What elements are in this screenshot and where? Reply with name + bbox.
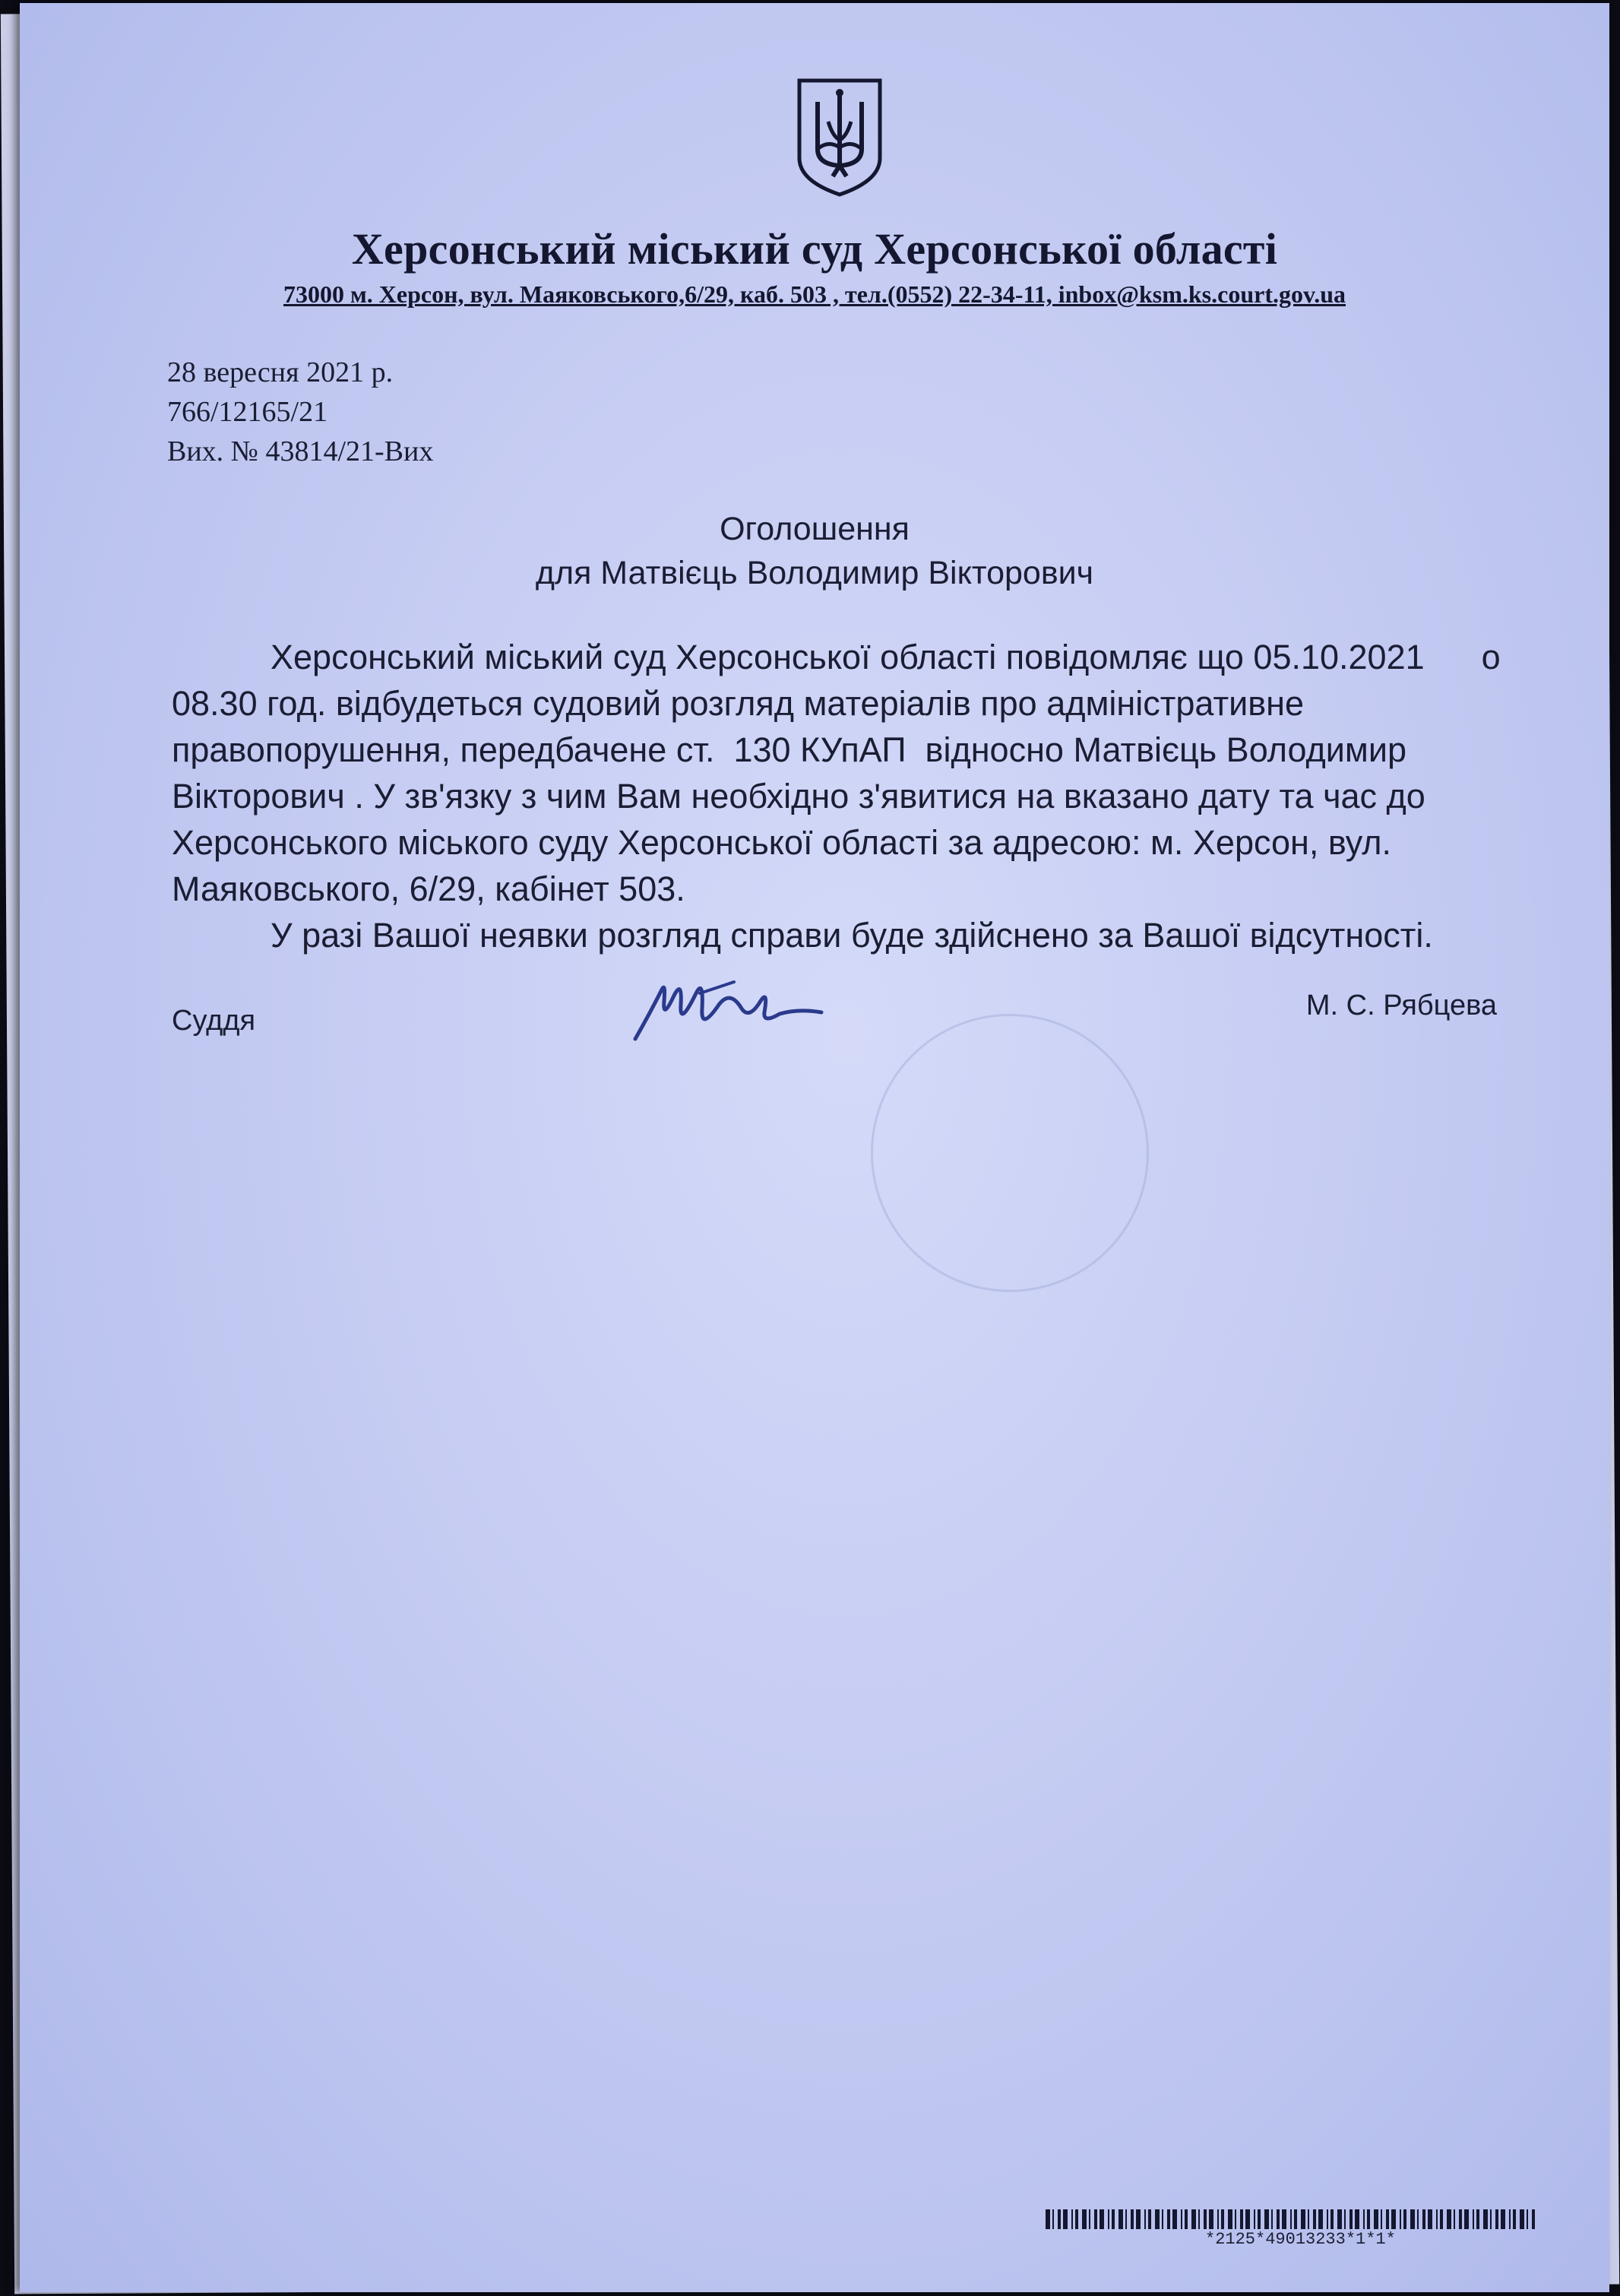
outgoing-number: Вих. № 43814/21-Вих bbox=[167, 435, 434, 467]
barcode-bar bbox=[1108, 2209, 1109, 2229]
barcode-bar bbox=[1167, 2209, 1170, 2229]
barcode-bar bbox=[1308, 2209, 1309, 2229]
trident-emblem-icon bbox=[795, 76, 884, 198]
barcode-bar bbox=[1148, 2209, 1151, 2229]
barcode-bar bbox=[1144, 2209, 1146, 2229]
barcode-bar bbox=[1235, 2209, 1236, 2229]
barcode-bar bbox=[1209, 2209, 1213, 2229]
barcode-bar bbox=[1058, 2209, 1061, 2229]
barcode-bar bbox=[1381, 2209, 1382, 2229]
barcode-bar bbox=[1271, 2209, 1273, 2229]
barcode-text: *2125*49013233*1*1* bbox=[1205, 2230, 1396, 2249]
barcode-bar bbox=[1363, 2209, 1365, 2229]
barcode-bar bbox=[1162, 2209, 1163, 2229]
barcode-bar bbox=[1191, 2209, 1196, 2229]
barcode bbox=[1046, 2209, 1539, 2229]
barcode-bar bbox=[1464, 2209, 1469, 2229]
announcement-title: Оголошення bbox=[720, 511, 910, 547]
barcode-bar bbox=[1410, 2209, 1415, 2229]
barcode-bar bbox=[1391, 2209, 1396, 2229]
barcode-bar bbox=[1454, 2209, 1455, 2229]
barcode-bar bbox=[1501, 2209, 1505, 2229]
barcode-bar bbox=[1344, 2209, 1346, 2229]
barcode-bar bbox=[1403, 2209, 1406, 2229]
barcode-bar bbox=[1136, 2209, 1141, 2229]
document-page bbox=[20, 3, 1609, 2292]
document-meta bbox=[167, 353, 433, 471]
barcode-bar bbox=[1440, 2209, 1443, 2229]
barcode-bar bbox=[1318, 2209, 1323, 2229]
barcode-bar bbox=[1052, 2209, 1054, 2229]
barcode-bar bbox=[1330, 2209, 1334, 2229]
judge-name: М. С. Рябцева bbox=[1305, 990, 1497, 1021]
barcode-bar bbox=[1282, 2209, 1286, 2229]
barcode-bar bbox=[1459, 2209, 1462, 2229]
barcode-bar bbox=[1112, 2209, 1115, 2229]
barcode-bar bbox=[1118, 2209, 1123, 2229]
barcode-bar bbox=[1264, 2209, 1269, 2229]
barcode-bar bbox=[1473, 2209, 1474, 2229]
barcode-bar bbox=[1436, 2209, 1438, 2229]
barcode-bar bbox=[1301, 2209, 1305, 2229]
barcode-bar bbox=[1417, 2209, 1419, 2229]
body-line: У разі Вашої неявки розгляд справи буде здійснено за Вашої відсутності. bbox=[271, 916, 1433, 955]
document-date: 28 вересня 2021 р. bbox=[167, 356, 394, 388]
barcode-bar bbox=[1349, 2209, 1353, 2229]
handwritten-signature bbox=[628, 967, 825, 1050]
barcode-bar bbox=[1046, 2209, 1050, 2229]
barcode-bar bbox=[1313, 2209, 1316, 2229]
barcode-bar bbox=[1532, 2209, 1535, 2229]
barcode-bar bbox=[1125, 2209, 1127, 2229]
barcode-bar bbox=[1327, 2209, 1328, 2229]
barcode-bar bbox=[1155, 2209, 1160, 2229]
announcement-recipient: для Матвієць Володимир Вікторович bbox=[535, 555, 1094, 591]
barcode-bar bbox=[1204, 2209, 1207, 2229]
notice-body bbox=[172, 634, 1509, 958]
barcode-bar bbox=[1290, 2209, 1292, 2229]
judge-role-label: Суддя bbox=[172, 1005, 256, 1037]
barcode-bar bbox=[1089, 2209, 1090, 2229]
barcode-bar bbox=[1509, 2209, 1511, 2229]
body-line: Херсонського міського суду Херсонської області за адресою: м. Херсон, вул. bbox=[172, 823, 1392, 862]
barcode-bar bbox=[1374, 2209, 1378, 2229]
barcode-bar bbox=[1094, 2209, 1097, 2229]
barcode-bar bbox=[1082, 2209, 1087, 2229]
barcode-bar bbox=[1100, 2209, 1104, 2229]
barcode-bar bbox=[1181, 2209, 1182, 2229]
barcode-bar bbox=[1198, 2209, 1200, 2229]
barcode-bar bbox=[1495, 2209, 1498, 2229]
barcode-bar bbox=[1527, 2209, 1528, 2229]
barcode-bar bbox=[1355, 2209, 1359, 2229]
barcode-bar bbox=[1447, 2209, 1451, 2229]
case-number: 766/12165/21 bbox=[167, 396, 328, 428]
barcode-bar bbox=[1258, 2209, 1261, 2229]
barcode-bar bbox=[1520, 2209, 1524, 2229]
barcode-bar bbox=[1063, 2209, 1068, 2229]
barcode-bar bbox=[1490, 2209, 1492, 2229]
barcode-bar bbox=[1294, 2209, 1297, 2229]
court-address-line: 73000 м. Херсон, вул. Маяковського,6/29, каб. 503 , тел.(0552) 22-34-11, inbox@ksm.ks.court.gov.ua bbox=[283, 280, 1346, 308]
body-line: 08.30 год. відбудеться судовий розгляд матеріалів про адміністративне bbox=[172, 684, 1304, 723]
barcode-bar bbox=[1254, 2209, 1255, 2229]
barcode-bar bbox=[1131, 2209, 1134, 2229]
body-line: правопорушення, передбачене ст. 130 КУпАП відносно Матвієць Володимир bbox=[172, 730, 1407, 769]
body-line: Маяковського, 6/29, кабінет 503. bbox=[172, 869, 685, 908]
faded-stamp-impression bbox=[871, 1014, 1149, 1292]
barcode-bar bbox=[1245, 2209, 1250, 2229]
barcode-bar bbox=[1217, 2209, 1219, 2229]
barcode-bar bbox=[1476, 2209, 1479, 2229]
barcode-bar bbox=[1240, 2209, 1243, 2229]
barcode-bar bbox=[1422, 2209, 1425, 2229]
barcode-bar bbox=[1400, 2209, 1401, 2229]
barcode-bar bbox=[1185, 2209, 1188, 2229]
barcode-bar bbox=[1221, 2209, 1224, 2229]
barcode-bar bbox=[1337, 2209, 1342, 2229]
barcode-bar bbox=[1228, 2209, 1232, 2229]
barcode-bar bbox=[1277, 2209, 1280, 2229]
barcode-bar bbox=[1071, 2209, 1073, 2229]
barcode-bar bbox=[1483, 2209, 1488, 2229]
court-name-title: Херсонський міський суд Херсонської області bbox=[351, 224, 1278, 274]
barcode-bar bbox=[1172, 2209, 1177, 2229]
barcode-bar bbox=[1367, 2209, 1370, 2229]
barcode-bar bbox=[1513, 2209, 1516, 2229]
barcode-bar bbox=[1428, 2209, 1432, 2229]
body-line: Херсонський міський суд Херсонської області повідомляє що 05.10.2021 о bbox=[271, 638, 1501, 676]
barcode-bar bbox=[1386, 2209, 1389, 2229]
barcode-bar bbox=[1075, 2209, 1078, 2229]
body-line: Вікторович . У зв'язку з чим Вам необхідно з'явитися на вказано дату та час до bbox=[172, 777, 1425, 815]
